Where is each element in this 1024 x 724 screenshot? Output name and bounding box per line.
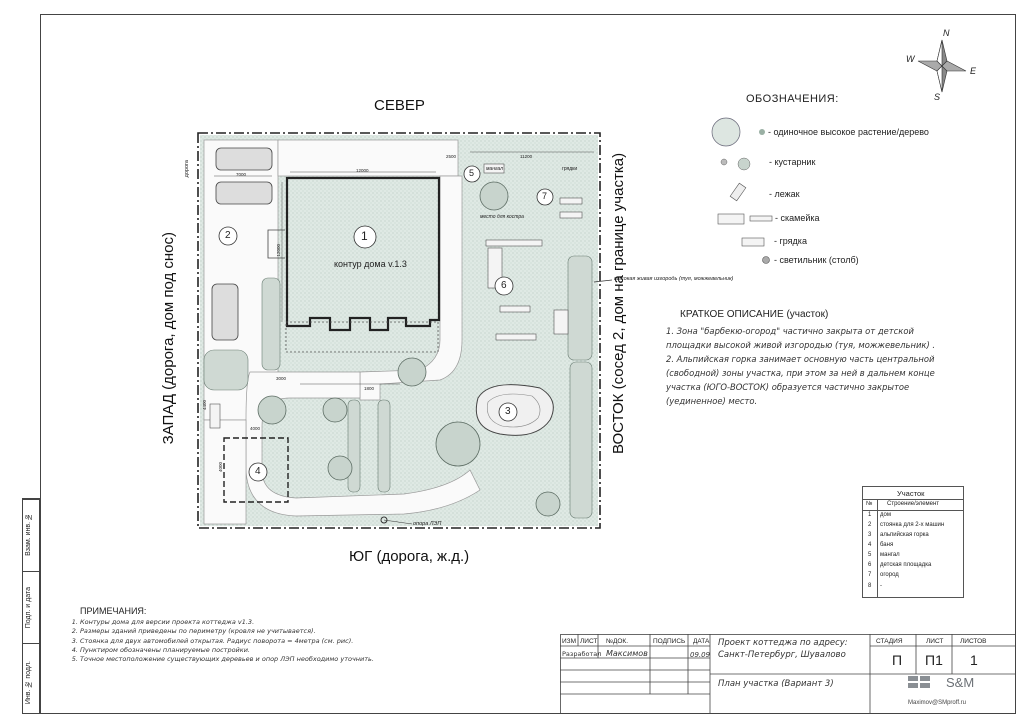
zone-number-7: 7 xyxy=(542,191,548,201)
table-cell: альпийская горка xyxy=(880,532,929,538)
buildings-table xyxy=(862,486,964,598)
description-text xyxy=(666,324,966,408)
dim-north-gap: 2500 xyxy=(446,154,457,159)
zone-number-1: 1 xyxy=(361,229,368,243)
bonfire-label: место для костра xyxy=(480,214,524,220)
side-label-replace: Взам. инв. № xyxy=(25,513,32,556)
zone-number-3: 3 xyxy=(505,406,511,417)
dim-house-depth: 12000 xyxy=(276,244,281,257)
compass-e: E xyxy=(970,66,977,76)
table-cell: 1 xyxy=(868,512,872,518)
table-cell: - xyxy=(880,583,882,589)
mangal-label: мангал xyxy=(486,166,503,172)
stamp-sheet-label: ЛИСТ xyxy=(926,638,944,645)
beds-label: грядки xyxy=(562,166,578,172)
table-title: Участок xyxy=(897,489,925,498)
legend-symbols xyxy=(704,112,774,268)
compass-n: N xyxy=(943,28,950,38)
table-cell: баня xyxy=(880,542,894,548)
table-header-element: Строение/элемент xyxy=(887,501,940,507)
small-tree-icon xyxy=(759,129,765,135)
stamp-stage-label: СТАДИЯ xyxy=(876,638,903,645)
dim-bath-width: 4000 xyxy=(250,426,261,431)
note-item: 1. Контуры дома для версии проекта коттеджа v1.3. xyxy=(80,618,468,627)
table-cell: 8 xyxy=(868,583,872,589)
house-label: контур дома v.1.3 xyxy=(334,259,407,269)
garden-bed-icon xyxy=(742,238,764,246)
table-cell: детская площадка xyxy=(880,562,932,568)
tree-icon xyxy=(712,118,740,146)
company-logo-text: S&M xyxy=(946,675,975,690)
notes-list xyxy=(68,618,468,664)
legend-item-bed: - грядка xyxy=(774,236,807,246)
description-line: (уединенное) место. xyxy=(666,396,758,406)
legend-item-tree: - одиночное высокое растение/дерево xyxy=(768,127,929,137)
zone-number-2: 2 xyxy=(225,230,231,241)
legend-title: ОБОЗНАЧЕНИЯ: xyxy=(746,93,839,105)
zone-number-4: 4 xyxy=(255,466,261,477)
table-cell: 4 xyxy=(868,542,872,548)
power-pole-label: опора ЛЭП xyxy=(413,521,442,527)
dim-bath-depth: 4000 xyxy=(218,462,223,473)
description-line: 2. Альпийская горка занимает основную часть центральной xyxy=(666,354,935,364)
bench-icon xyxy=(718,214,744,224)
description-line: (свободной) зоны участка, при этом за ней в дальнем конце xyxy=(666,368,935,378)
stamp-name: Максимов xyxy=(606,649,648,658)
description-line: 1. Зона "барбекю-огород" частично закрыта от детской xyxy=(666,326,914,336)
description-line: участка (ЮГО-ВОСТОК) образуется частично закрытое xyxy=(666,382,910,392)
stamp-address: Санкт-Петербург, Шувалово xyxy=(718,650,846,660)
shrub-icon xyxy=(721,159,727,165)
table-cell: мангал xyxy=(880,552,900,558)
hedge-label: высокая живая изгородь (туя, можжевельник) xyxy=(614,276,734,282)
table-cell: огород xyxy=(880,572,899,578)
table-cell: 2 xyxy=(868,522,872,528)
stamp-sheets-label: ЛИСТОВ xyxy=(960,638,987,645)
dim-central-path: 1800 xyxy=(364,386,375,391)
direction-south: ЮГ (дорога, ж.д.) xyxy=(349,548,470,565)
stamp-date: 09.09 xyxy=(690,651,711,659)
zone-number-5: 5 xyxy=(469,168,475,178)
stamp-sheet: П1 xyxy=(925,652,943,668)
stamp-header-change: ИЗМ xyxy=(562,638,577,645)
table-cell: 7 xyxy=(868,572,872,578)
road-label: дорога xyxy=(184,160,190,178)
dim-house-width: 12000 xyxy=(356,168,369,173)
note-item: 4. Пунктиром обозначены планируемые постройки. xyxy=(80,646,468,655)
note-item: 2. Размеры зданий приведены по периметру (кровля не учитывается). xyxy=(80,627,468,636)
stamp-role: Разработал xyxy=(562,650,602,658)
legend-item-lounger: - лежак xyxy=(769,189,800,199)
dim-east-length: 11200 xyxy=(520,154,533,159)
stamp-sheet-title: План участка (Вариант 3) xyxy=(718,679,834,689)
table-cell: 6 xyxy=(868,562,872,568)
stamp-header-sheet: ЛИСТ xyxy=(580,638,598,645)
lamp-post-icon xyxy=(763,257,770,264)
direction-west: ЗАПАД (дорога, дом под снос) xyxy=(160,232,177,445)
legend-item-lamp: - светильник (столб) xyxy=(774,255,859,265)
note-item: 3. Стоянка для двух автомобилей открытая. Радиус поворота = 4метра (см. рис). xyxy=(80,637,468,646)
side-label-sign-date: Подп. и дата xyxy=(25,587,32,629)
stamp-stage: П xyxy=(892,652,903,668)
direction-north: СЕВЕР xyxy=(374,97,425,114)
stamp-sheets: 1 xyxy=(970,652,978,668)
west-strip xyxy=(204,420,246,524)
stamp-header-sign: ПОДПИСЬ xyxy=(653,638,686,645)
zone-number-6: 6 xyxy=(501,280,507,291)
table-cell: 3 xyxy=(868,532,872,538)
notes-title: ПРИМЕЧАНИЯ: xyxy=(80,606,147,616)
table-cell: 5 xyxy=(868,552,872,558)
table-cell: дом xyxy=(880,512,891,518)
company-email: Maximov@SMproff.ru xyxy=(908,700,966,706)
stamp-project: Проект коттеджа по адресу: xyxy=(718,638,848,648)
company-logo-icon xyxy=(908,676,930,688)
stamp-header-date: ДАТА xyxy=(693,638,710,645)
compass-s: S xyxy=(934,92,941,102)
legend-item-bench: - скамейка xyxy=(775,213,820,223)
lounger-icon xyxy=(730,183,746,201)
description-line: площадки высокой живой изгородью (туя, можжевельник) . xyxy=(666,340,936,350)
dim-path-width: 3000 xyxy=(276,376,287,381)
note-item: 5. Точное местоположение существующих деревьев и опор ЛЭП необходимо уточнить. xyxy=(80,655,468,664)
description-title: КРАТКОЕ ОПИСАНИЕ (участок) xyxy=(680,309,829,320)
dim-parking-length: 7000 xyxy=(236,172,247,177)
side-label-inventory: Инв. № подл. xyxy=(25,661,32,705)
legend-item-shrub: - кустарник xyxy=(769,157,816,167)
dim-west-strip: 4400 xyxy=(202,400,207,411)
compass-w: W xyxy=(906,54,915,64)
direction-east: ВОСТОК (сосед 2, дом на границе участка) xyxy=(610,152,627,454)
table-cell: стоянка для 2-х машин xyxy=(880,522,945,528)
table-header-num: № xyxy=(866,501,873,507)
stamp-header-doc: №ДОК. xyxy=(606,638,629,645)
